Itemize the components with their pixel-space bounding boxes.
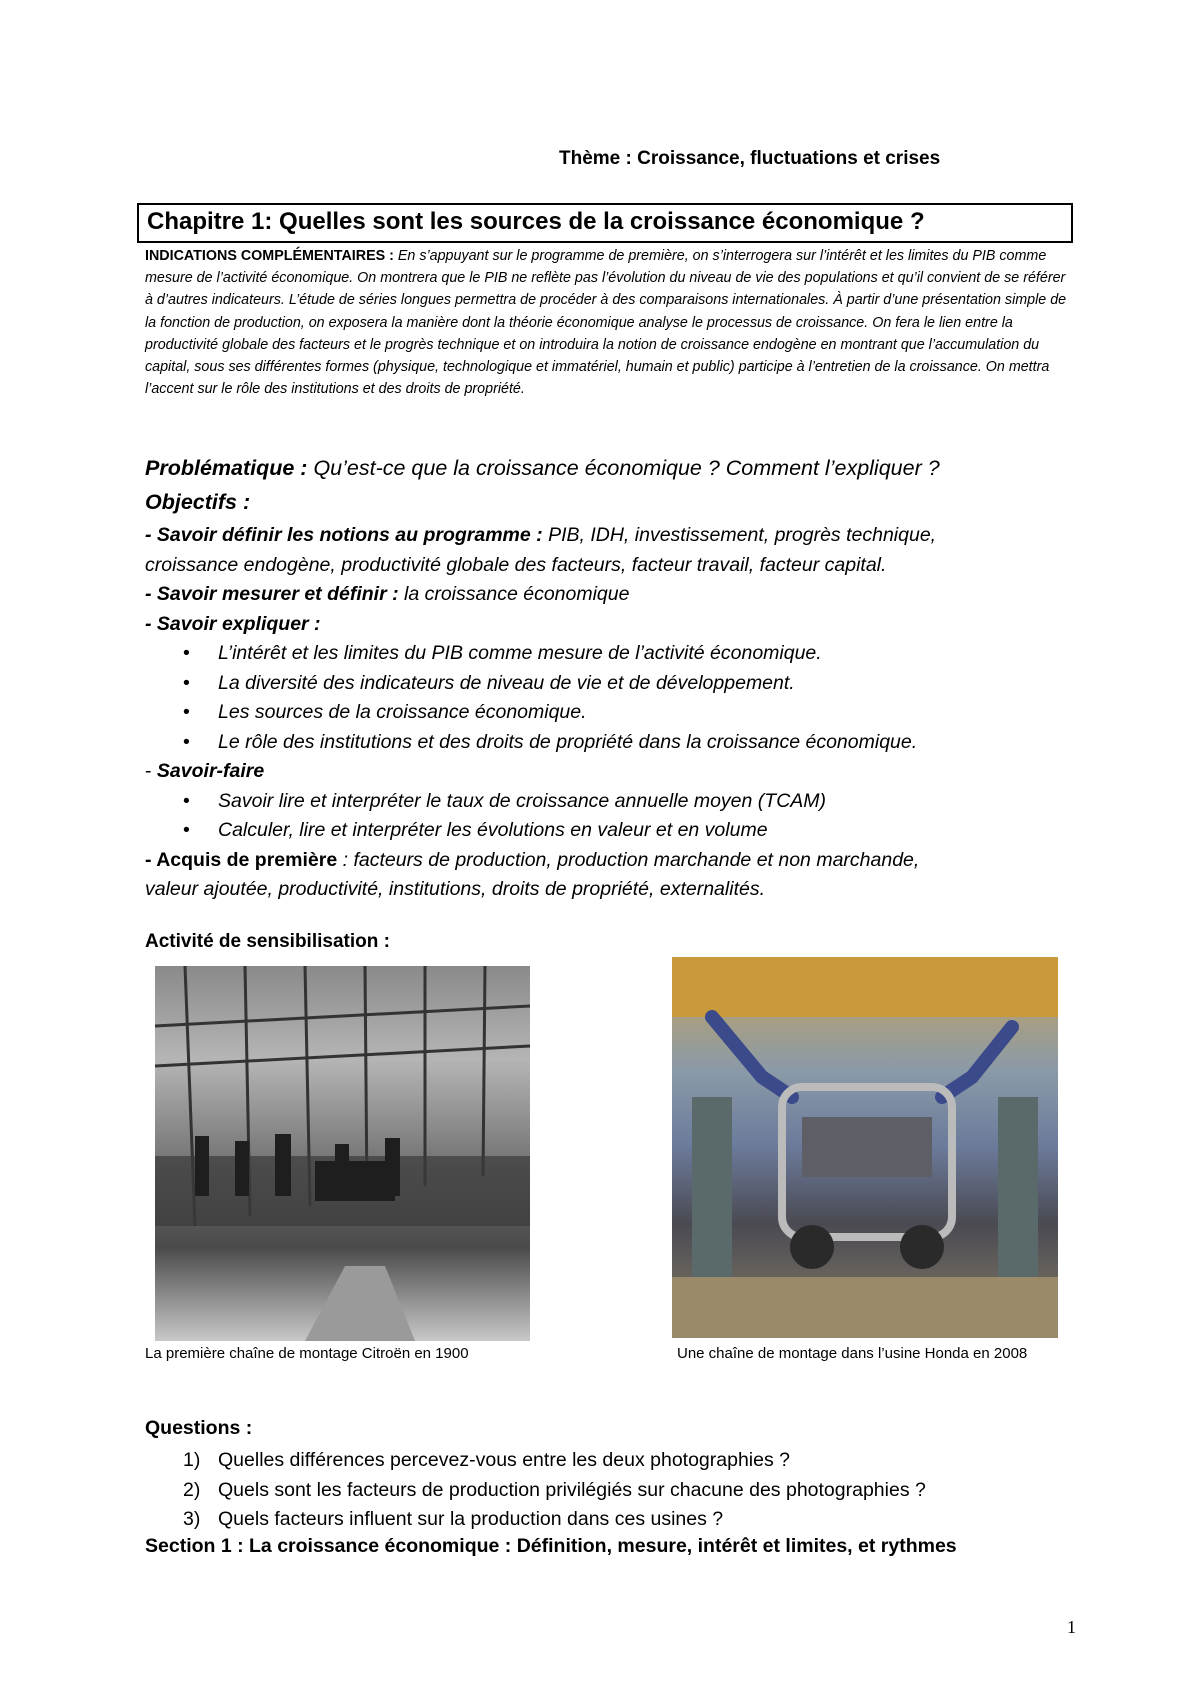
savoirfaire-prefix: - xyxy=(145,760,157,782)
notions-text: PIB, IDH, investissement, progrès technique, xyxy=(548,524,937,546)
bullet-icon: • xyxy=(183,789,190,812)
acquis-text: : facteurs de production, production marchande et non marchande, xyxy=(342,848,920,871)
questions-list xyxy=(145,1446,926,1535)
notions-label: - Savoir définir les notions au programme : xyxy=(145,524,543,546)
chapter-title-box xyxy=(137,203,1073,243)
objectifs-list xyxy=(145,521,1075,905)
acquis-label: - Acquis de première xyxy=(145,848,338,871)
bullet-icon: • xyxy=(183,701,190,723)
list-item: • Les sources de la croissance économique. xyxy=(145,698,1075,728)
questions-heading: Questions : xyxy=(145,1417,253,1439)
savoirfaire-bullets xyxy=(145,787,1075,846)
indications-label: INDICATIONS COMPLÉMENTAIRES : xyxy=(145,248,394,264)
mesurer-label: - Savoir mesurer et définir : xyxy=(145,583,399,605)
problematique-label: Problématique : xyxy=(145,456,308,480)
activite-heading: Activité de sensibilisation : xyxy=(145,931,390,952)
question-text: Quels sont les facteurs de production privilégiés sur chacune des photographies ? xyxy=(218,1478,926,1501)
problematique-line xyxy=(145,456,940,481)
list-item: • L’intérêt et les limites du PIB comme mesure de l’activité économique. xyxy=(145,639,1075,669)
list-item: • Savoir lire et interpréter le taux de croissance annuelle moyen (TCAM) xyxy=(145,787,1075,817)
mesurer-line xyxy=(145,580,1075,610)
question-text: Quelles différences percevez-vous entre les deux photographies ? xyxy=(218,1449,790,1471)
bullet-icon: • xyxy=(183,819,190,841)
theme-heading: Thème : Croissance, fluctuations et crises xyxy=(559,148,941,169)
list-item: • Calculer, lire et interpréter les évolutions en valeur et en volume xyxy=(145,816,1075,846)
savoirfaire-label: Savoir-faire xyxy=(156,760,265,782)
page-number: 1 xyxy=(1067,1617,1076,1637)
list-item: • La diversité des indicateurs de niveau de vie et de développement. xyxy=(145,669,1075,699)
bullet-icon: • xyxy=(183,642,190,664)
objectifs-heading: Objectifs : xyxy=(145,490,251,514)
list-item xyxy=(145,1476,926,1506)
bullet-icon: • xyxy=(183,671,190,694)
honda-assembly-line-photo xyxy=(672,957,1058,1338)
list-item xyxy=(145,1505,926,1535)
citroen-assembly-line-photo xyxy=(155,966,530,1341)
list-item: • Le rôle des institutions et des droits de propriété dans la croissance économique. xyxy=(145,728,1075,758)
bullet-icon: • xyxy=(183,730,190,753)
acquis-line-2: valeur ajoutée, productivité, institutions, droits de propriété, externalités. xyxy=(145,878,766,900)
problematique-text: Qu’est-ce que la croissance économique ? Comment l’expliquer ? xyxy=(313,456,940,480)
photo-caption-honda: Une chaîne de montage dans l’usine Honda en 2008 xyxy=(677,1345,1028,1362)
notions-line xyxy=(145,521,1075,551)
question-number: 3) xyxy=(183,1508,201,1530)
chapter-title: Chapitre 1: Quelles sont les sources de la croissance économique ? xyxy=(147,208,925,235)
section-1-heading: Section 1 : La croissance économique : Définition, mesure, intérêt et limites, et rythmes xyxy=(145,1535,957,1557)
expliquer-label: - Savoir expliquer : xyxy=(145,612,321,635)
savoirfaire-line xyxy=(145,757,1075,787)
question-number: 2) xyxy=(183,1478,201,1501)
expliquer-bullets xyxy=(145,639,1075,757)
question-text: Quels facteurs influent sur la production dans ces usines ? xyxy=(218,1508,724,1530)
indications-paragraph xyxy=(145,245,1070,400)
indications-text: En s’appuyant sur le programme de première, on s’interrogera sur l’intérêt et les limites du PIB comme mesure de l’activité économique. On montrera que le PIB ne reflète pas l’évolution du niveau de vie des populations et qu’il convient de se référer à d’autres indicateurs. L’étude de séries longues permettra de procéder à des comparaisons internationales. À partir d’une présentation simple de la fonction de production, on exposera la manière dont la théorie économique analyse le processus de croissance. On fera le lien entre la productivité globale des facteurs et le progrès technique et on introduira la notion de croissance endogène en montrant que l’accumulation du capital, sous ses différentes formes (physique, technologique et immatériel, humain et public) participe à l’entretien de la croissance. On mettra l’accent sur le rôle des institutions et des droits de propriété. xyxy=(145,248,1067,398)
photo-citroen-graphic xyxy=(155,966,530,1341)
question-number: 1) xyxy=(183,1449,201,1471)
photo-honda-graphic xyxy=(672,957,1058,1338)
mesurer-text: la croissance économique xyxy=(404,583,630,605)
notions-line-2: croissance endogène, productivité globale des facteurs, facteur travail, facteur capital. xyxy=(145,553,887,576)
photo-caption-citroen: La première chaîne de montage Citroën en 1900 xyxy=(145,1345,469,1362)
list-item xyxy=(145,1446,926,1476)
acquis-line xyxy=(145,846,1075,876)
